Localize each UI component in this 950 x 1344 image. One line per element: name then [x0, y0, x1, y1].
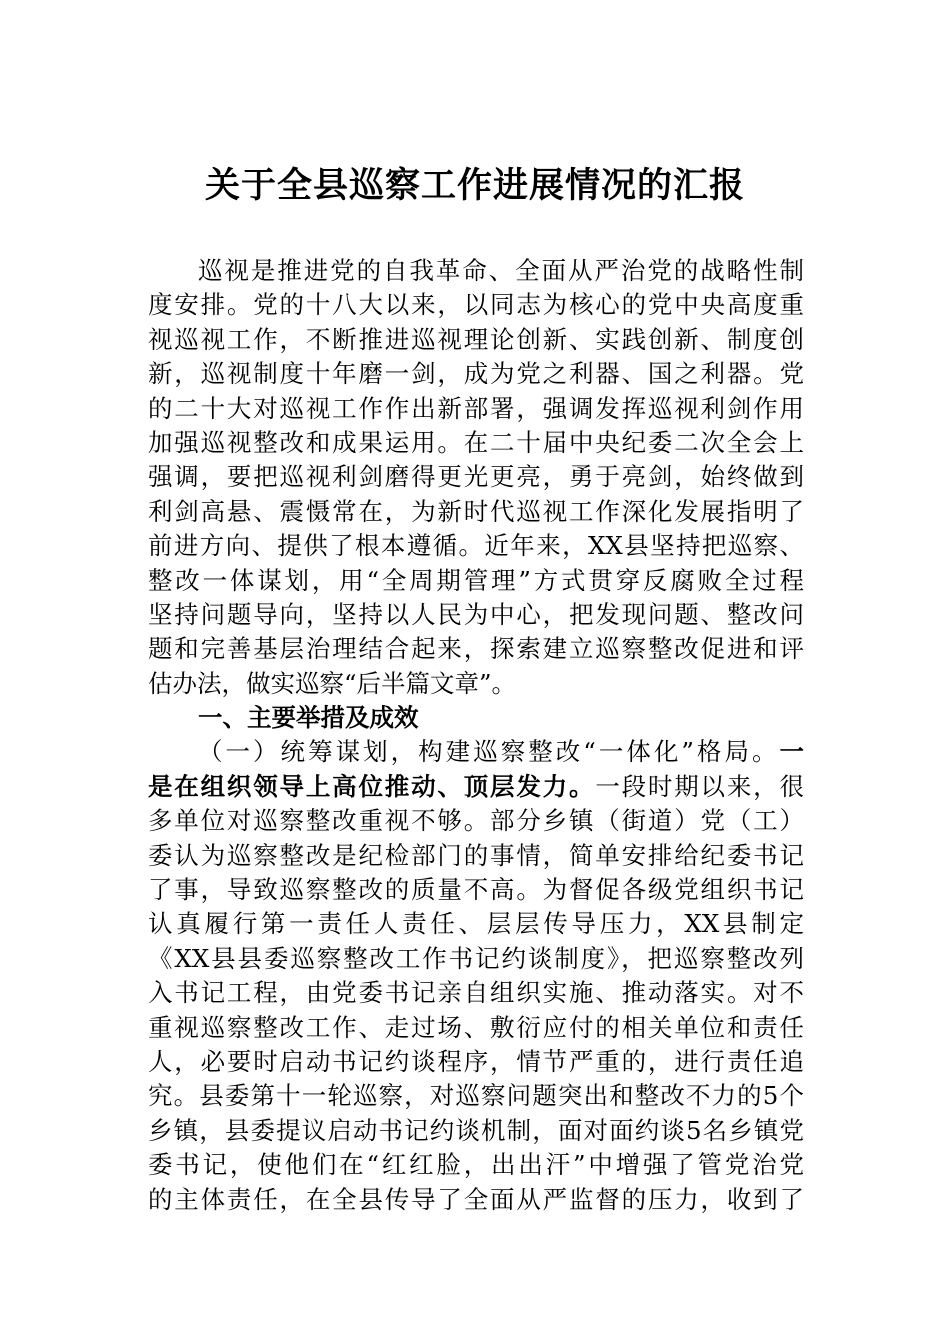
text-line: 度安排。党的十八大以来，以同志为核心的党中央高度重	[148, 290, 804, 320]
bold-text: 一	[779, 737, 804, 767]
text-line: 利剑高悬、震慑常在，为新时代巡视工作深化发展指明了	[148, 496, 804, 526]
bold-text: 是在组织领导上高位推动、顶层发力。	[148, 771, 596, 801]
text-line: 强调，要把巡视利剑磨得更光更亮，勇于亮剑，始终做到	[148, 462, 804, 492]
text-line: 委书记，使他们在“红红脸，出出汗”中增强了管党治党	[148, 1150, 804, 1180]
text-line: 人，必要时启动书记约谈程序，情节严重的，进行责任追	[148, 1046, 804, 1076]
text-line: 的二十大对巡视工作作出新部署，强调发挥巡视利剑作用	[148, 393, 804, 423]
text-line: 新，巡视制度十年磨一剑，成为党之利器、国之利器。党	[148, 359, 804, 389]
text-line: 认真履行第一责任人责任、层层传导压力，XX县制定	[148, 909, 804, 939]
text-line: 加强巡视整改和成果运用。在二十届中央纪委二次全会上	[148, 427, 804, 457]
text-line: 的主体责任，在全县传导了全面从严监督的压力，收到了	[148, 1184, 804, 1214]
text-line: 估办法，做实巡察“后半篇文章”。	[148, 668, 517, 698]
intro-paragraph	[148, 254, 804, 701]
section-heading: 一、主要举措及成效	[198, 703, 419, 733]
text-line	[148, 770, 804, 804]
body-text: 一段时期以来，很	[595, 771, 804, 801]
text-line: 究。县委第十一轮巡察，对巡察问题突出和整改不力的5个	[148, 1081, 804, 1111]
subheading-text: （一）统筹谋划，构建巡察整改“一体化”格局。	[198, 737, 780, 767]
section-paragraph	[148, 735, 804, 1216]
text-line: 坚持问题导向，坚持以人民为中心，把发现问题、整改问	[148, 599, 804, 629]
text-line: 乡镇，县委提议启动书记约谈机制，面对面约谈5名乡镇党	[148, 1115, 804, 1145]
document-body	[148, 254, 804, 1217]
text-line: 前进方向、提供了根本遵循。近年来，XX县坚持把巡察、	[148, 531, 804, 561]
text-line: 入书记工程，由党委书记亲自组织实施、推动落实。对不	[148, 978, 804, 1008]
text-line: 了事，导致巡察整改的质量不高。为督促各级党组织书记	[148, 875, 804, 905]
text-line: 题和完善基层治理结合起来，探索建立巡察整改促进和评	[148, 634, 804, 664]
text-line: 整改一体谋划，用“全周期管理”方式贯穿反腐败全过程	[148, 565, 804, 595]
text-line	[148, 735, 804, 769]
text-line: 视巡视工作，不断推进巡视理论创新、实践创新、制度创	[148, 324, 804, 354]
text-line: 巡视是推进党的自我革命、全面从严治党的战略性制	[198, 256, 804, 285]
document-title: 关于全县巡察工作进展情况的汇报	[204, 165, 745, 206]
text-line: 重视巡察整改工作、走过场、敷衍应付的相关单位和责任	[148, 1012, 804, 1042]
text-line: 《XX县县委巡察整改工作书记约谈制度》，把巡察整改列	[148, 943, 804, 973]
text-line: 委认为巡察整改是纪检部门的事情，简单安排给纪委书记	[148, 840, 804, 870]
text-line: 多单位对巡察整改重视不够。部分乡镇（街道）党（工）	[148, 806, 804, 836]
